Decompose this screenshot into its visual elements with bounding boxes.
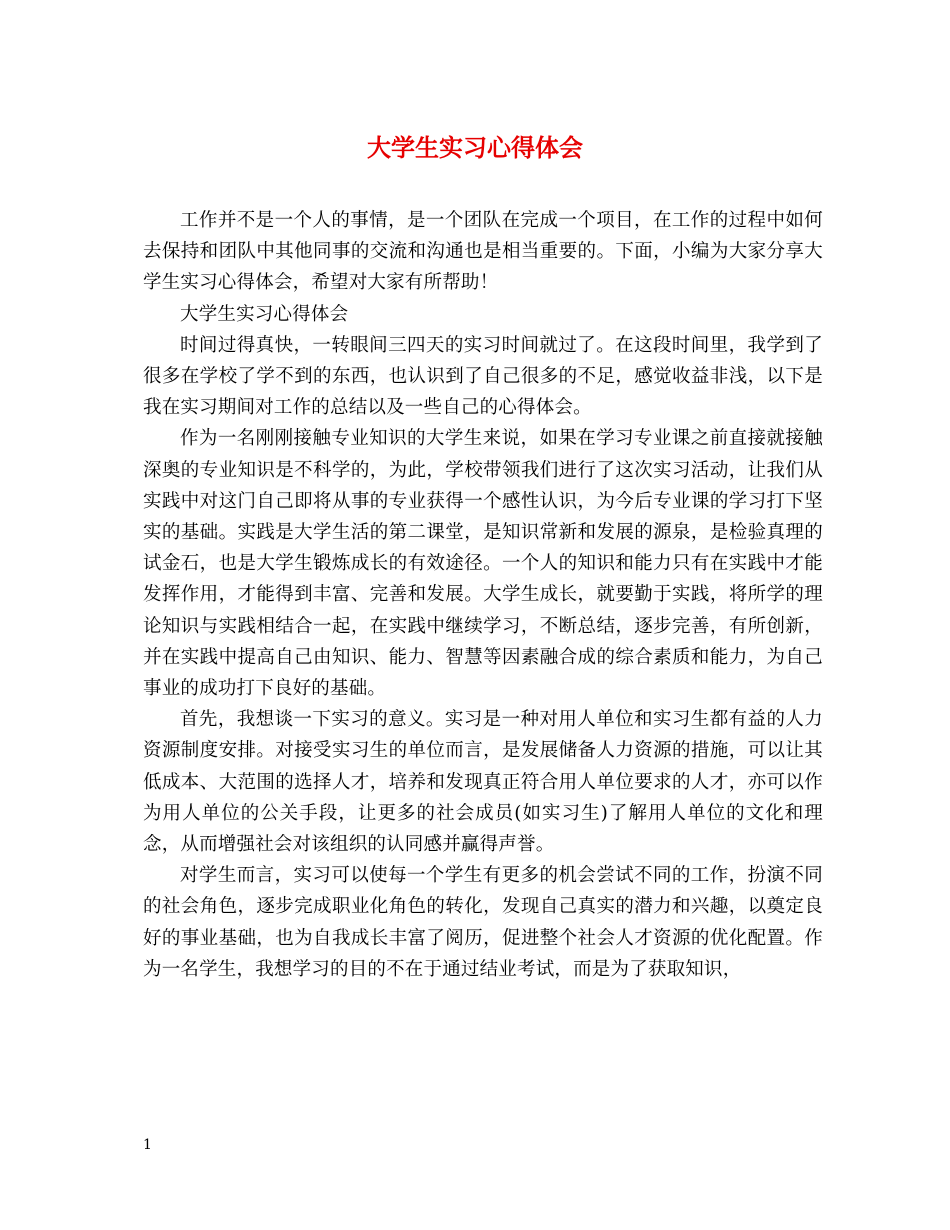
body-paragraph: 时间过得真快，一转眼间三四天的实习时间就过了。在这段时间里，我学到了很多在学校了学不到的东西，也认识到了自己很多的不足，感觉收益非浅，以下是我在实习期间对工作的总结以及一些自己的心得体会。	[143, 334, 823, 419]
page-number: 1	[143, 1137, 152, 1153]
document-title: 大学生实习心得体会	[367, 133, 583, 162]
section-heading: 大学生实习心得体会	[180, 303, 349, 325]
body-paragraph: 首先，我想谈一下实习的意义。实习是一种对用人单位和实习生都有益的人力资源制度安排。对接受实习生的单位而言，是发展储备人力资源的措施，可以让其低成本、大范围的选择人才，培养和发现真正符合用人单位要求的人才，亦可以作为用人单位的公关手段，让更多的社会成员(如实习生)了解用人单位的文化和理念，从而增强社会对该组织的认同感并赢得声誉。	[143, 709, 823, 856]
body-paragraph: 作为一名刚刚接触专业知识的大学生来说，如果在学习专业课之前直接就接触深奥的专业知识是不科学的，为此，学校带领我们进行了这次实习活动，让我们从实践中对这门自己即将从事的专业获得一个感性认识，为今后专业课的学习打下坚实的基础。实践是大学生活的第二课堂，是知识常新和发展的源泉，是检验真理的试金石，也是大学生锻炼成长的有效途径。一个人的知识和能力只有在实践中才能发挥作用，才能得到丰富、完善和发展。大学生成长，就要勤于实践，将所学的理论知识与实践相结合一起，在实践中继续学习，不断总结，逐步完善，有所创新，并在实践中提高自己由知识、能力、智慧等因素融合成的综合素质和能力，为自己事业的成功打下良好的基础。	[143, 428, 823, 700]
document-body	[143, 205, 823, 985]
body-paragraph: 对学生而言，实习可以使每一个学生有更多的机会尝试不同的工作，扮演不同的社会角色，逐步完成职业化角色的转化，发现自己真实的潜力和兴趣，以奠定良好的事业基础，也为自我成长丰富了阅历，促进整个社会人才资源的优化配置。作为一名学生，我想学习的目的不在于通过结业考试，而是为了获取知识，	[143, 865, 823, 980]
intro-paragraph: 工作并不是一个人的事情，是一个团队在完成一个项目，在工作的过程中如何去保持和团队中其他同事的交流和沟通也是相当重要的。下面，小编为大家分享大学生实习心得体会，希望对大家有所帮助！	[143, 210, 823, 294]
